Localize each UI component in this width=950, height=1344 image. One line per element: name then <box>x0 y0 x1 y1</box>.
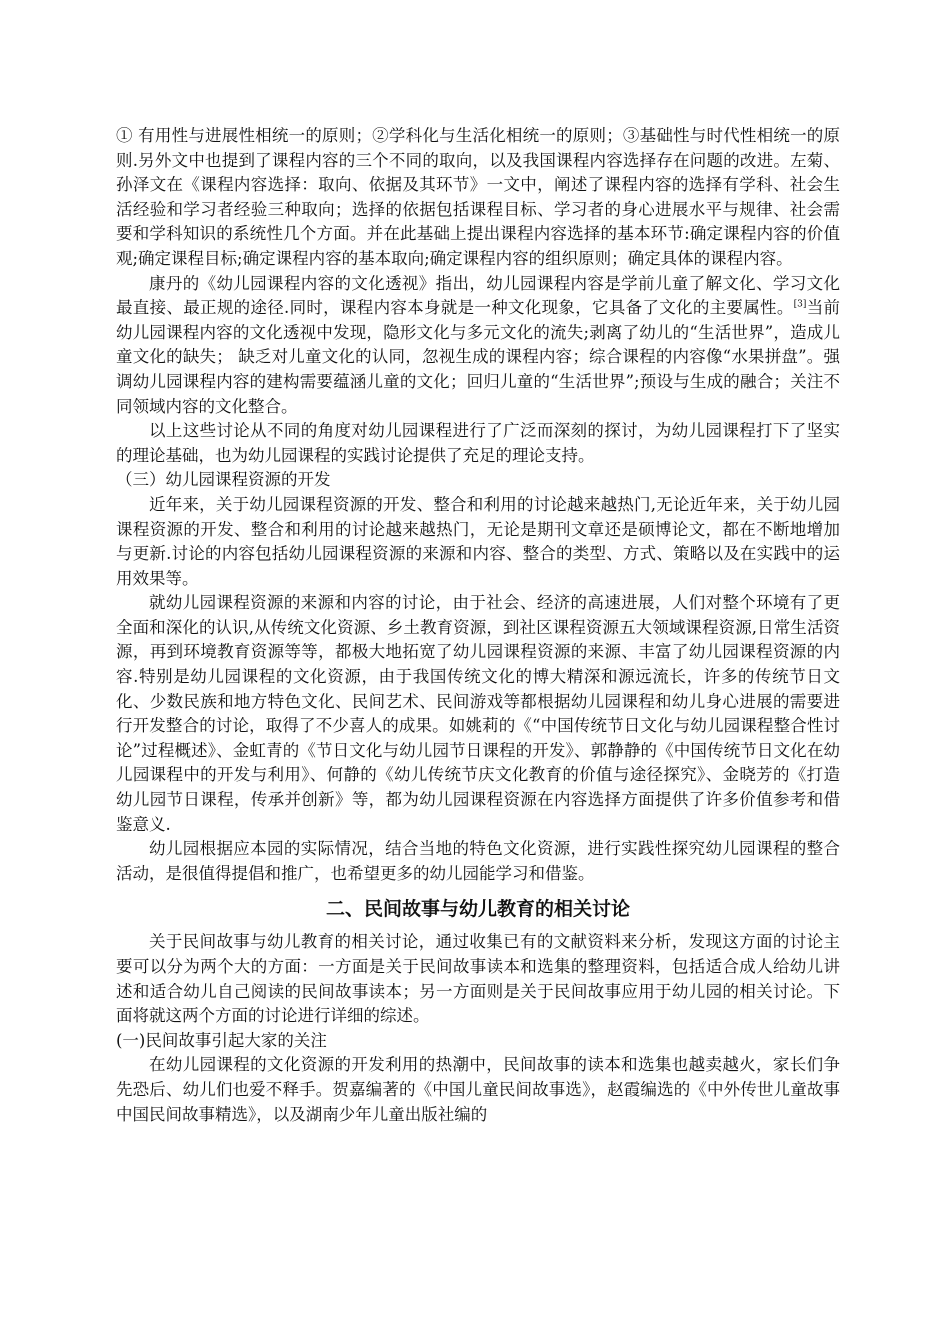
paragraph-kindergarten-practice: 幼儿园根据应本园的实际情况，结合当地的特色文化资源，进行实践性探究幼儿园课程的整合活动，是很值得提倡和推广，也希望更多的幼儿园能学习和借鉴。 <box>116 839 840 883</box>
paragraph-folk-stories-attention: 在幼儿园课程的文化资源的开发利用的热潮中，民间故事的读本和选集也越卖越火，家长们争先恐后、幼儿们也爱不释手。贺嘉编著的《中国儿童民间故事选》，赵霞编选的《中外传世儿童故事中国民间故事精选》，以及湖南少年儿童出版社编的 <box>116 1055 840 1124</box>
paragraph-resources-intro: 近年来，关于幼儿园课程资源的开发、整合和利用的讨论越来越热门,无论近年来，关于幼儿园课程资源的开发、整合和利用的讨论越来越热门，无论是期刊文章还是硕博论文，都在不断地增加与更新.讨论的内容包括幼儿园课程资源的来源和内容、整合的类型、方式、策略以及在实践中的运用效果等。 <box>116 494 840 588</box>
chapter-heading-2: 二、民间故事与幼儿教育的相关讨论 <box>325 898 630 921</box>
section-heading-1: (一)民间故事引起大家的关注 <box>116 1030 327 1050</box>
paragraph-summary: 以上这些讨论从不同的角度对幼儿园课程进行了广泛而深刻的探讨，为幼儿园课程打下了坚实的理论基础，也为幼儿园课程的实践讨论提供了充足的理论支持。 <box>116 421 840 465</box>
paragraph-principles: ① 有用性与进展性相统一的原则；②学科化与生活化相统一的原则；③基础性与时代性相统一的原则.另外文中也提到了课程内容的三个不同的取向，以及我国课程内容选择存在问题的改进。左菊、孙泽文在《课程内容选择：取向、依据及其环节》一文中，阐述了课程内容的选择有学科、社会生活经验和学习者经验三种取向；选择的依据包括课程目标、学习者的身心进展水平与规律、社会需要和学科知识的系统性几个方面。并在此基础上提出课程内容选择的基本环节:确定课程内容的价值观;确定课程目标;确定课程内容的基本取向;确定课程内容的组织原则；确定具体的课程内容。 <box>116 126 840 268</box>
paragraph-resources-content: 就幼儿园课程资源的来源和内容的讨论，由于社会、经济的高速进展，人们对整个环境有了更全面和深化的认识,从传统文化资源、乡土教育资源，到社区课程资源五大领域课程资源,日常生活资源，再到环境教育资源等等，都极大地拓宽了幼儿园课程资源的来源、丰富了幼儿园课程资源的内容.特别是幼儿园课程的文化资源，由于我国传统文化的博大精深和源远流长，许多的传统节日文化、少数民族和地方特色文化、民间艺术、民间游戏等都根据幼儿园课程和幼儿身心进展的需要进行开发整合的讨论，取得了不少喜人的成果。如姚莉的《“中国传统节日文化与幼儿园课程整合性讨论”过程概述》、金虹青的《节日文化与幼儿园节日课程的开发》、郭静静的《中国传统节日文化在幼儿园课程中的开发与利用》、何静的《幼儿传统节庆文化教育的价值与途径探究》、金晓芳的《打造幼儿园节日课程，传承并创新》等，都为幼儿园课程资源在内容选择方面提供了许多价值参考和借鉴意义. <box>116 593 840 834</box>
paragraph-kangdan-part2: 当前幼儿园课程内容的文化透视中发现，隐形文化与多元文化的流失;剥离了幼儿的“生活世界”，造成儿童文化的缺失； 缺乏对儿童文化的认同，忽视生成的课程内容；综合课程的内容像“水果拼盘”。强调幼儿园课程内容的建构需要蕴涵儿童的文化；回归儿童的“生活世界”;预设与生成的融合；关注不同领域内容的文化整合。 <box>116 298 840 416</box>
paragraph-folk-stories-intro: 关于民间故事与幼儿教育的相关讨论，通过收集已有的文献资料来分析，发现这方面的讨论主要可以分为两个大的方面：一方面是关于民间故事读本和选集的整理资料，包括适合成人给幼儿讲述和适合幼儿自己阅读的民间故事读本；另一方面则是关于民间故事应用于幼儿园的相关讨论。下面将就这两个方面的讨论进行详细的综述。 <box>116 932 840 1026</box>
citation-3: [3] <box>793 299 807 310</box>
paragraph-kangdan-part1: 康丹的《幼儿园课程内容的文化透视》指出，幼儿园课程内容是学前儿童了解文化、学习文化最直接、最正规的途径.同时，课程内容本身就是一种文化现象，它具备了文化的主要属性。 <box>116 273 840 318</box>
document-page <box>116 124 840 1127</box>
paragraph-kangdan <box>116 272 840 420</box>
section-heading-3: （三）幼儿园课程资源的开发 <box>116 470 331 490</box>
